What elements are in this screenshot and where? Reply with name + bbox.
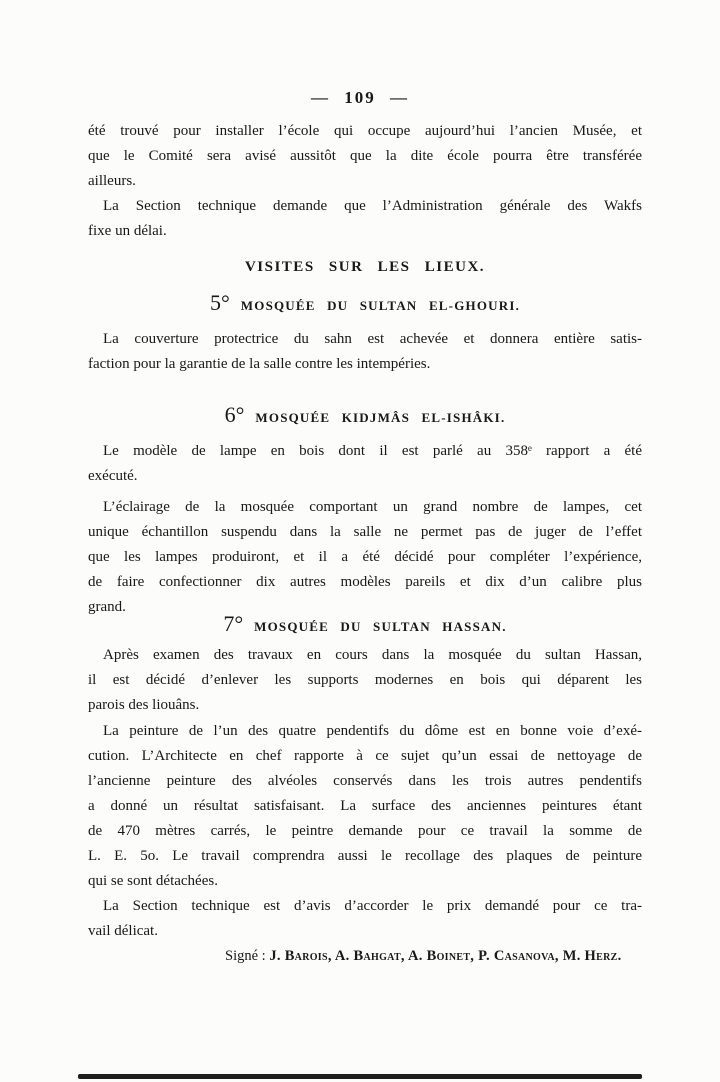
text-line: de 470 mètres carrés, le peintre demande pour ce travail la somme de [88, 823, 642, 839]
text-line: L’éclairage de la mosquée comportant un grand nombre de lampes, cet [103, 499, 642, 515]
text-line: qui se sont détachées. [88, 873, 218, 889]
section-number: 7° [223, 611, 244, 636]
text-line: l’ancienne peinture des alvéoles conservés dans les trois autres pendentifs [88, 773, 642, 789]
section-title: MOSQUÉE KIDJMÂS EL-ISHÂKI. [255, 410, 506, 425]
text-line: cution. L’Architecte en chef rapporte à ce sujet qu’un essai de nettoyage de [88, 748, 642, 764]
paragraph [88, 719, 642, 894]
paragraph [88, 327, 642, 377]
signature-line [88, 944, 642, 969]
text-line: L. E. 5o. Le travail comprendra aussi le recollage des plaques de peinture [88, 848, 642, 864]
text-line: La peinture de l’un des quatre pendentifs du dôme est en bonne voie d’exé- [103, 723, 642, 739]
paragraph [88, 194, 642, 244]
text-line: de faire confectionner dix autres modèles pareils et dix d’un calibre plus [88, 574, 642, 590]
text-line: parois des liouâns. [88, 697, 200, 713]
page-number: — 109 — [311, 88, 409, 107]
paragraph [88, 439, 642, 489]
signature-prefix: Signé : [225, 948, 266, 964]
text-line: unique échantillon suspendu dans la salle ne permet pas de juger de l’effet [88, 524, 642, 540]
text-line: ailleurs. [88, 173, 136, 189]
text-line: grand. [88, 599, 126, 615]
text-line: La Section technique est d’avis d’accorder le prix demandé pour ce tra- [103, 898, 642, 914]
paragraph [88, 643, 642, 718]
text-line: Après examen des travaux en cours dans la mosquée du sultan Hassan, [103, 647, 642, 663]
text-line: vail délicat. [88, 923, 158, 939]
section-heading [88, 611, 642, 640]
visites-heading: VISITES SUR LES LIEUX. [244, 259, 486, 275]
text-line: été trouvé pour installer l’école qui occupe aujourd’hui l’ancien Musée, et [88, 123, 642, 139]
text-line: La couverture protectrice du sahn est achevée et donnera entière satis- [103, 331, 642, 347]
paragraph [88, 495, 642, 620]
section-heading [88, 290, 642, 319]
text-line: La Section technique demande que l’Administration générale des Wakfs [103, 198, 642, 214]
signature-names: J. Barois, A. Bahgat, A. Boinet, P. Casanova, M. Herz. [269, 948, 622, 964]
text-line: exécuté. [88, 468, 138, 484]
text-line: que les lampes produiront, et il a été décidé pour compléter l’expérience, [88, 549, 642, 565]
section-title: MOSQUÉE DU SULTAN HASSAN. [254, 619, 507, 634]
scan-edge-artifact [78, 1074, 642, 1079]
text-line: faction pour la garantie de la salle contre les intempéries. [88, 356, 431, 372]
text-line: Le modèle de lampe en bois dont il est parlé au 358ᵉ rapport a été [103, 443, 642, 459]
text-line: fixe un délai. [88, 223, 167, 239]
paragraph [88, 894, 642, 944]
text-line: a donné un résultat satisfaisant. La surface des anciennes peintures étant [88, 798, 642, 814]
text-line: que le Comité sera avisé aussitôt que la dite école pourra être transférée [88, 148, 642, 164]
paragraph [88, 119, 642, 194]
section-title: MOSQUÉE DU SULTAN EL-GHOURI. [240, 298, 521, 313]
section-number: 6° [224, 402, 245, 427]
section-heading [88, 402, 642, 431]
section-number: 5° [209, 290, 230, 315]
text-line: il est décidé d’enlever les supports modernes en bois qui déparent les [88, 672, 642, 688]
